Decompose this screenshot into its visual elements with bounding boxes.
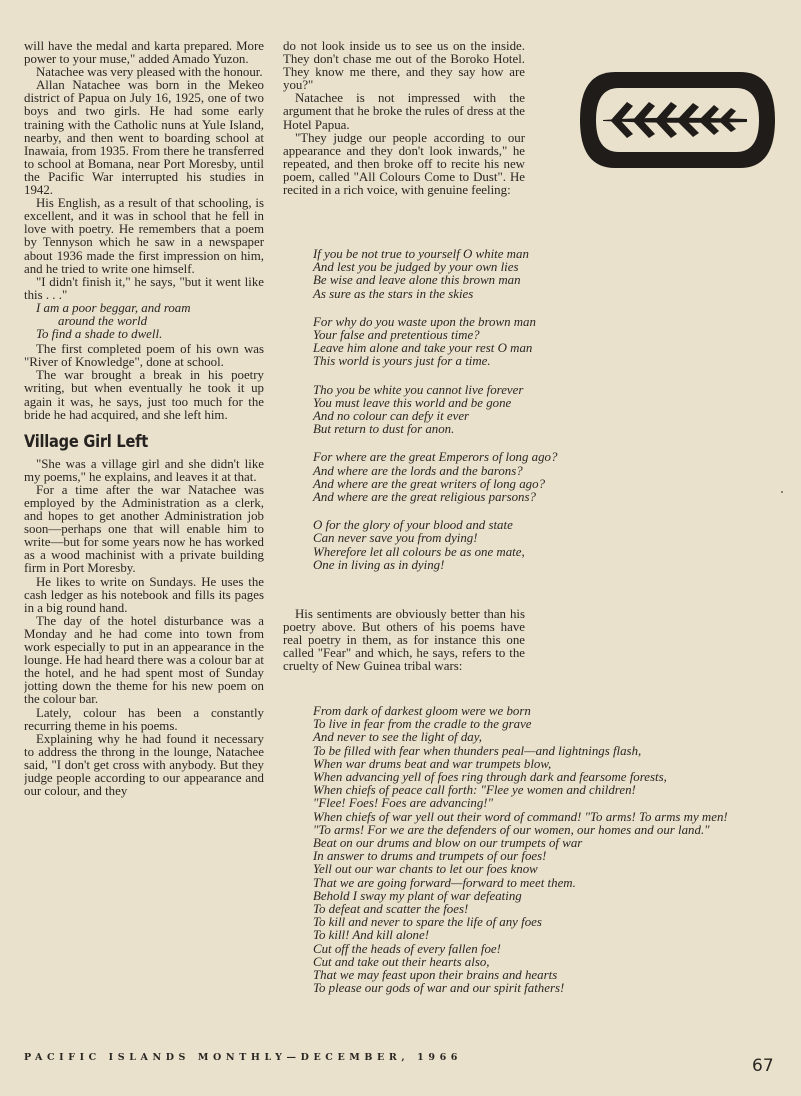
paragraph: will have the medal and karta prepared. More power to your muse," added Amado Yuzon. — [24, 40, 264, 67]
poem-line: When advancing yell of foes ring through dark and fearsome forests, — [313, 770, 667, 785]
poem-line: When chiefs of peace call forth: "Flee ye women and children! — [313, 783, 636, 798]
paragraph: Lately, colour has been a constantly recurring theme in his poems. — [24, 705, 264, 733]
poem-line: And where are the great religious parsons? — [313, 490, 536, 505]
poem-line: O for the glory of your blood and state — [313, 518, 513, 533]
poem-line: "Flee! Foes! Foes are advancing!" — [313, 796, 494, 811]
page-number: 67 — [752, 1056, 774, 1076]
paragraph: The first completed poem of his own was "River of Knowledge", done at school. — [24, 342, 264, 370]
poem-stanza — [313, 451, 673, 504]
poem-line: But return to dust for anon. — [313, 422, 455, 437]
quoted-verse — [36, 302, 264, 341]
verse-line: To find a shade to dwell. — [36, 327, 163, 342]
poem-all-colours — [313, 248, 673, 587]
right-column-mid — [283, 608, 525, 700]
poem-line: You must leave this world and be gone — [313, 395, 512, 410]
verse-line: around the world — [58, 313, 148, 328]
poem-line: Cut and take out their hearts also, — [313, 954, 490, 969]
paragraph: The war brought a break in his poetry writing, but when eventually he took it up again it was, he says, just too much for the bride he had acquired, and she left him. — [24, 368, 264, 422]
paragraph: Allan Natachee was born in the Mekeo district of Papua on July 16, 1925, one of two boys and two girls. He had some early training with the Catholic nuns at Yule Island, nearby, and then went to boarding school at Inawaia, from 1935. From there he transferred to school at Bomana, near Port Moresby, until the Pacific War interrupted his studies in 1942. — [24, 78, 264, 198]
print-speck — [781, 491, 783, 493]
poem-stanza — [313, 519, 673, 572]
poem-line: To kill! And kill alone! — [313, 928, 430, 943]
poem-line: Can never save you from dying! — [313, 531, 478, 546]
poem-line: From dark of darkest gloom were we born — [313, 704, 531, 718]
poem-line: That we may feast upon their brains and hearts — [313, 968, 558, 983]
poem-line: For where are the great Emperors of long ago? — [313, 450, 558, 465]
paragraph: "She was a village girl and she didn't like my poems," he explains, and leaves it at that. — [24, 456, 264, 484]
poem-stanza — [313, 384, 673, 437]
paragraph: His English, as a result of that schooling, is excellent, and it was in school that he fell in love with poetry. He remembers that a poem by Tennyson which he saw in a newspaper about 1936 made the first impression on him, and he tried to write one himself. — [24, 196, 264, 276]
poem-line: Leave him alone and take your rest O man — [313, 341, 533, 356]
paragraph: Natachee was very pleased with the honour. — [36, 65, 263, 80]
paragraph: The day of the hotel disturbance was a Monday and he had come into town from work especially to put in an appearance in the lounge. He had heard there was a colour bar at the hotel, and he had spent most of Sunday jotting down the theme for his new poem on the colour bar. — [24, 613, 264, 707]
poem-line: In answer to drums and trumpets of our foes! — [313, 849, 547, 864]
paragraph: "They judge our people according to our appearance and they don't look inwards," he repeated, and then broke off to recite his new poem, called "All Colours Come to Dust". He recited in a rich voice, with genuine feeling: — [283, 130, 525, 198]
paragraph: His sentiments are obviously better than his poetry above. But others of his poems have real poetry in them, as for instance this one called "Fear" and which, he says, refers to the cruelty of New Guinea tribal wars: — [283, 608, 525, 674]
poem-line: This world is yours just for a time. — [313, 354, 491, 369]
poem-line: For why do you waste upon the brown man — [313, 314, 536, 329]
poem-line: To please our gods of war and our spirit fathers! — [313, 981, 565, 996]
poem-stanza — [313, 316, 673, 369]
verse-line: I am a poor beggar, and roam — [36, 300, 191, 315]
right-column-top — [283, 40, 525, 240]
poem-line: And no colour can defy it ever — [313, 409, 470, 424]
poem-line: Yell out our war chants to let our foes know — [313, 862, 538, 877]
poem-line: Tho you be white you cannot live forever — [313, 382, 524, 397]
poem-line: To defeat and scatter the foes! — [313, 902, 469, 917]
magazine-logo-icon — [575, 66, 780, 174]
section-heading: Village Girl Left — [24, 431, 148, 452]
poem-line: That we are going forward—forward to meet them. — [313, 875, 576, 890]
poem-line: Wherefore let all colours be as one mate, — [313, 544, 525, 559]
poem-line: If you be not true to yourself O white man — [313, 247, 529, 261]
poem-line: Cut off the heads of every fallen foe! — [313, 941, 501, 956]
paragraph: "I didn't finish it," he says, "but it went like this . . ." — [24, 274, 264, 302]
poem-line: To live in fear from the cradle to the grave — [313, 717, 532, 732]
poem-line: "To arms! For we are the defenders of our women, our homes and our land." — [313, 822, 710, 837]
paragraph: For a time after the war Natachee was employed by the Administration as a clerk, and hopes to get another Administration job soon—perhaps one that will enable him to write—but for some years now he has worked as a wood machinist with a private building firm in Port Moresby. — [24, 482, 264, 576]
paragraph: Natachee is not impressed with the argument that he broke the rules of dress at the Hotel Papua. — [283, 91, 525, 132]
poem-line: When war drums beat and war trumpets blow, — [313, 756, 552, 771]
poem-line: And where are the lords and the barons? — [313, 463, 523, 478]
footer-masthead: PACIFIC ISLANDS MONTHLY—DECEMBER, 1966 — [24, 1052, 463, 1063]
poem-line: And lest you be judged by your own lies — [313, 260, 519, 275]
paragraph: Explaining why he had found it necessary to address the throng in the lounge, Natachee said, "I don't get cross with anybody. But they judge people according to our appearance and our colour, and they — [24, 731, 264, 799]
poem-line: Your false and pretentious time? — [313, 328, 480, 343]
poem-line: To kill and never to spare the life of any foes — [313, 915, 542, 930]
poem-line: Behold I sway my plant of war defeating — [313, 888, 522, 903]
left-column — [24, 40, 264, 1035]
poem-fear — [313, 705, 793, 995]
poem-line: One in living as in dying! — [313, 557, 445, 572]
poem-line: To be filled with fear when thunders peal—and lightnings flash, — [313, 743, 642, 758]
poem-line: As sure as the stars in the skies — [313, 286, 474, 301]
paragraph: do not look inside us to see us on the inside. They don't chase me out of the Boroko Hotel. They know me there, and they say how are you?" — [283, 40, 525, 93]
paragraph: He likes to write on Sundays. He uses the cash ledger as his notebook and fills its pages in a big round hand. — [24, 574, 264, 615]
poem-line: Beat on our drums and blow on our trumpets of war — [313, 836, 583, 851]
poem-stanza — [313, 248, 673, 301]
poem-line: And never to see the light of day, — [313, 730, 482, 745]
poem-line: And where are the great writers of long ago? — [313, 476, 546, 491]
poem-line: Be wise and leave alone this brown man — [313, 273, 521, 288]
poem-line: When chiefs of war yell out their word of command! "To arms! To arms my men! — [313, 809, 728, 824]
